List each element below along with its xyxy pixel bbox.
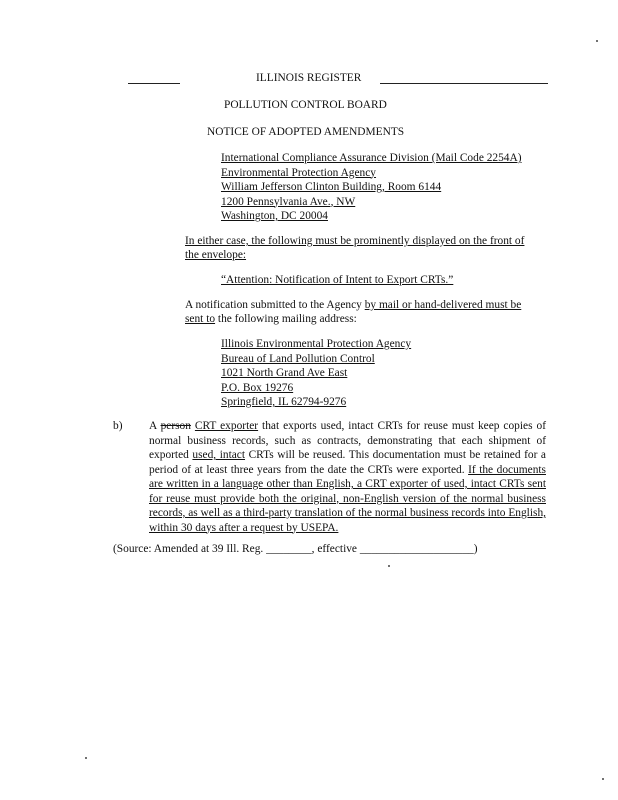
item-b-text: that exports used, intact CRTs for reuse must keep copies of normal business records, such as contracts, demonstrating that each shipment of exported	[149, 420, 546, 461]
source-line: (Source: Amended at 39 Ill. Reg. ________, effective ____________________)	[113, 543, 478, 555]
notification-line-2	[185, 312, 357, 327]
address-line: P.O. Box 19276	[221, 381, 294, 394]
either-case-line-1: In either case, the following must be prominently displayed on the front of	[185, 235, 525, 247]
register-title: ILLINOIS REGISTER	[256, 72, 362, 84]
illinois-address-block	[221, 337, 411, 410]
item-b-label: b)	[113, 420, 123, 432]
address-line: Illinois Environmental Protection Agency	[221, 338, 412, 350]
notification-underlined: sent to	[185, 313, 216, 325]
attention-line: “Attention: Notification of Intent to Export CRTs.”	[221, 274, 454, 286]
address-line: 1200 Pennsylvania Ave., NW	[221, 195, 356, 208]
header-rule-right	[380, 83, 548, 84]
address-line: International Compliance Assurance Division (Mail Code 2254A)	[221, 152, 522, 164]
item-b-text: CRTs will be reused. This documentation must be retained for a period of at least three years from the date the CRTs were exported.	[149, 449, 546, 476]
epa-address-block	[221, 151, 522, 224]
address-line: Springfield, IL 62794-9276	[221, 396, 347, 408]
address-line: 1021 North Grand Ave East	[221, 367, 348, 379]
scan-speck	[596, 40, 598, 42]
scan-speck	[388, 565, 390, 567]
board-title: POLLUTION CONTROL BOARD	[224, 99, 387, 111]
item-b-struck: person	[160, 420, 191, 432]
notification-text: the following mailing address:	[215, 313, 357, 325]
notice-title: NOTICE OF ADOPTED AMENDMENTS	[207, 126, 405, 138]
item-b-underlined: If the documents are written in a language other than English, a CRT exporter of used, intact CRTs sent for reuse must provide both the original, non-English version of the normal business records, as well as a third-party translation of the normal business records into English, within 30 days after a request by USEPA.	[149, 463, 546, 534]
either-case-line-2: the envelope:	[185, 249, 247, 261]
notification-line-1	[185, 298, 521, 313]
address-line: William Jefferson Clinton Building, Room 6144	[221, 181, 442, 193]
item-b-underlined: used, intact	[192, 449, 246, 461]
address-line: Environmental Protection Agency	[221, 166, 377, 179]
header-rule-left	[128, 83, 180, 84]
notification-underlined: by mail or hand-delivered must be	[364, 299, 522, 311]
item-b-underlined: CRT exporter	[194, 420, 259, 432]
notification-text: A notification submitted to the Agency	[185, 299, 365, 311]
scan-speck	[85, 757, 87, 759]
item-b-paragraph	[149, 419, 546, 535]
item-b-text: A	[149, 420, 161, 432]
scan-speck	[602, 778, 604, 780]
address-line: Washington, DC 20004	[221, 210, 328, 222]
address-line: Bureau of Land Pollution Control	[221, 352, 375, 365]
